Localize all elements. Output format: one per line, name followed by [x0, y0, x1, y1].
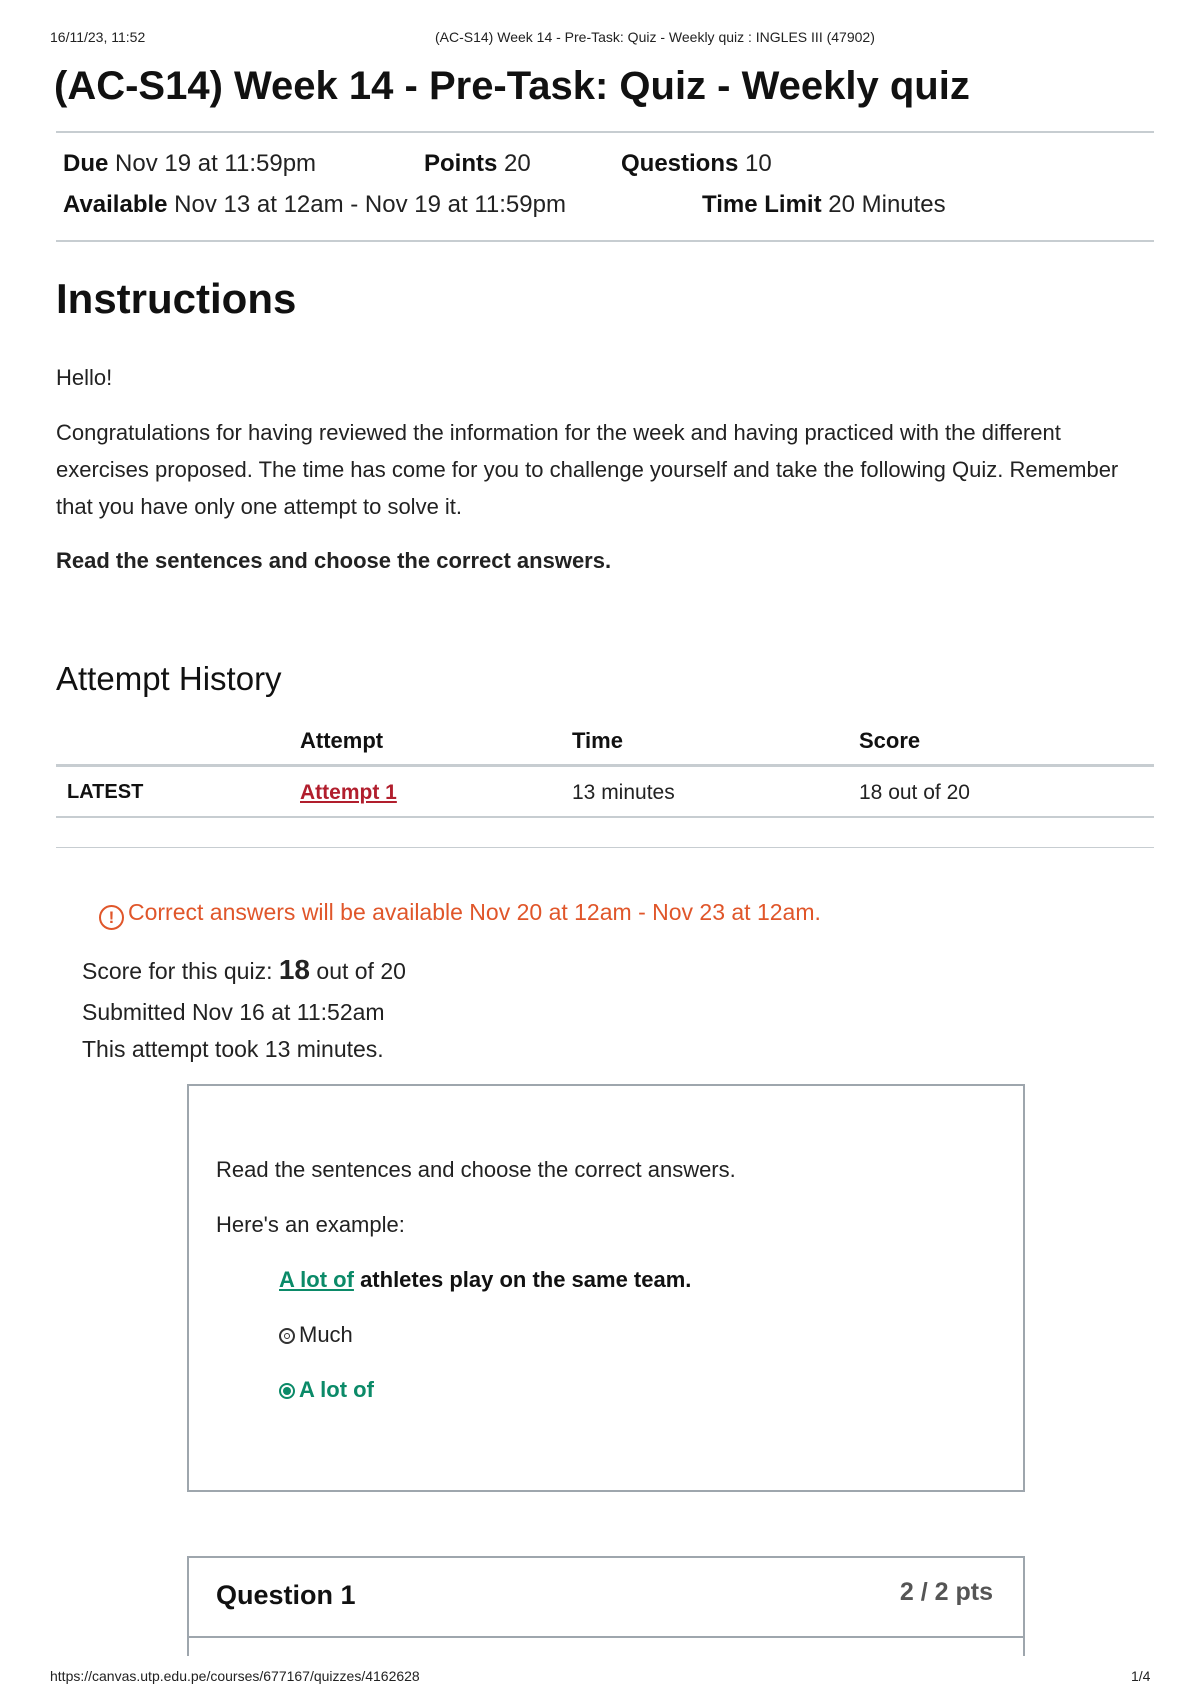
- instructions-paragraph: Congratulations for having reviewed the information for the week and having practiced with the different exercises proposed. The time has come for you to challenge yourself and take the following Quiz. Remember that you have only one attempt to solve it.: [56, 420, 1119, 519]
- questions-label: Questions: [621, 150, 739, 177]
- print-datetime: 16/11/23, 11:52: [50, 29, 146, 45]
- quiz-due: [63, 150, 316, 178]
- points-label: Points: [424, 150, 498, 177]
- meta-divider: [56, 240, 1154, 242]
- table-row-divider: [56, 816, 1154, 818]
- warning-text: Correct answers will be available Nov 20 at 12am - Nov 23 at 12am.: [128, 899, 821, 925]
- question-1-card: [187, 1556, 1025, 1656]
- question-1-points: 2 / 2 pts: [899, 1578, 993, 1606]
- score-suffix: out of 20: [316, 958, 406, 984]
- row-latest-label: LATEST: [67, 781, 144, 803]
- time-limit-label: Time Limit: [702, 191, 822, 218]
- correct-answers-warning: [99, 899, 821, 930]
- example-box: [187, 1084, 1025, 1492]
- col-time: Time: [572, 728, 623, 753]
- instructions-heading: Instructions: [56, 275, 297, 322]
- attempt-duration-text: This attempt took 13 minutes.: [82, 1036, 384, 1062]
- example-blank-answer: A lot of: [279, 1267, 354, 1292]
- example-line2: Here's an example:: [216, 1212, 405, 1237]
- example-sentence: [279, 1261, 691, 1298]
- example-line1: Read the sentences and choose the correct answers.: [216, 1157, 736, 1182]
- quiz-title: (AC-S14) Week 14 - Pre-Task: Quiz - Weekly quiz: [54, 64, 970, 108]
- quiz-available: [63, 191, 566, 219]
- warning-icon: !: [99, 905, 124, 930]
- radio-unselected-icon: [279, 1328, 295, 1344]
- instructions-greeting: Hello!: [56, 365, 113, 390]
- print-footer-url: https://canvas.utp.edu.pe/courses/677167/quizzes/4162628: [50, 1668, 420, 1684]
- submitted-text: Submitted Nov 16 at 11:52am: [82, 999, 385, 1025]
- option2-label: A lot of: [299, 1377, 374, 1402]
- points-value: 20: [504, 150, 531, 177]
- radio-selected-icon: [279, 1383, 295, 1399]
- question-1-title: Question 1: [216, 1580, 356, 1610]
- title-divider: [56, 131, 1154, 133]
- print-doc-title: (AC-S14) Week 14 - Pre-Task: Quiz - Weekly quiz : INGLES III (47902): [435, 29, 875, 45]
- option1-label: Much: [299, 1322, 353, 1347]
- col-score: Score: [859, 728, 921, 753]
- quiz-time-limit: [702, 191, 946, 219]
- row-score: 18 out of 20: [859, 781, 970, 804]
- example-option-much: [279, 1316, 353, 1353]
- questions-value: 10: [745, 150, 772, 177]
- due-value: Nov 19 at 11:59pm: [115, 150, 317, 177]
- quiz-questions: [621, 150, 772, 178]
- score-prefix: Score for this quiz:: [82, 958, 273, 984]
- example-option-a-lot-of: [279, 1371, 374, 1408]
- instructions-directive: Read the sentences and choose the correct answers.: [56, 548, 612, 573]
- quiz-score: [82, 954, 406, 986]
- attempt-history-heading: Attempt History: [56, 660, 282, 697]
- print-footer-page: 1/4: [1131, 1668, 1151, 1684]
- row-time: 13 minutes: [572, 781, 675, 804]
- attempt-1-link[interactable]: Attempt 1: [300, 781, 397, 804]
- time-limit-value: 20 Minutes: [828, 191, 946, 218]
- quiz-points: [424, 150, 531, 178]
- table-header-divider: [56, 764, 1154, 767]
- example-sentence-rest: athletes play on the same team.: [360, 1267, 692, 1292]
- available-label: Available: [63, 191, 168, 218]
- due-label: Due: [63, 150, 109, 177]
- available-value: Nov 13 at 12am - Nov 19 at 11:59pm: [174, 191, 566, 218]
- col-attempt: Attempt: [300, 728, 384, 753]
- score-value: 18: [278, 954, 311, 985]
- question-1-header-divider: [189, 1636, 1023, 1638]
- section-divider: [56, 847, 1154, 848]
